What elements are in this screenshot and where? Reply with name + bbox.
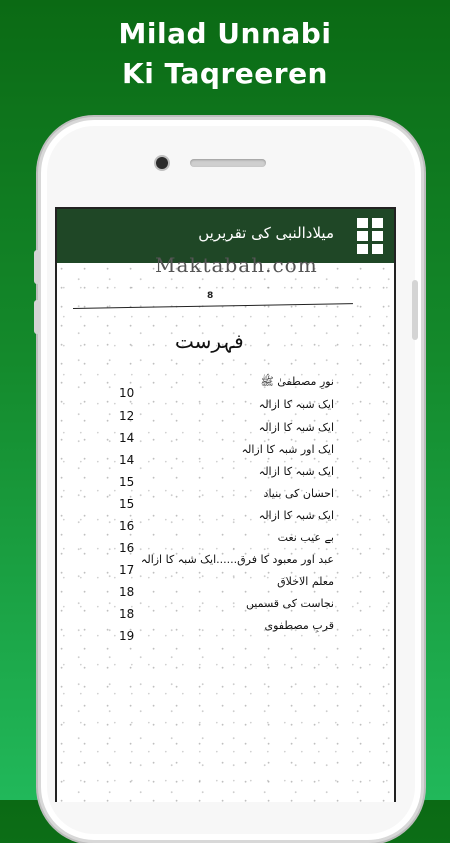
phone-volume-down-button [34, 300, 40, 334]
toc-row [57, 585, 394, 610]
grid-cell [357, 231, 368, 241]
toc-page-number: 14 [119, 453, 135, 467]
phone-camera [156, 157, 168, 169]
toc-title: قربِ مصطفوی [264, 619, 334, 632]
toc-page-number: 15 [119, 497, 135, 511]
promo-title-line-2: Ki Taqreeren [122, 57, 328, 90]
toc-row [57, 541, 394, 566]
toc-title: ایک شبہ کا ازالہ [258, 465, 334, 478]
toc-row [57, 475, 394, 500]
toc-page-number: 16 [119, 541, 135, 555]
toc-title: ایک شبہ کا ازالہ [258, 398, 334, 411]
app-screen [55, 207, 396, 802]
toc-title: معلم الاخلاق [277, 575, 334, 588]
toc-row [57, 629, 394, 651]
toc-page-number: 18 [119, 607, 135, 621]
toc-page-number: 16 [119, 519, 135, 533]
grid-cell [372, 218, 383, 228]
toc-page-number: 15 [119, 475, 135, 489]
toc-title: ایک اور شبہ کا ازالہ [241, 443, 334, 456]
promo-title-line-1: Milad Unnabi [118, 17, 332, 50]
toc-page-number: 12 [119, 409, 135, 423]
toc-row [57, 453, 394, 478]
promo-title [0, 14, 450, 94]
toc-row [57, 563, 394, 588]
toc-page-number: 19 [119, 629, 135, 643]
phone-volume-up-button [34, 250, 40, 284]
grid-cell [357, 244, 368, 254]
grid-cell [372, 244, 383, 254]
grid-cell [372, 231, 383, 241]
toc-page-number: 14 [119, 431, 135, 445]
toc-title: ایک شبہ کا ازالہ [258, 509, 334, 522]
toc-title: ایک شبہ کا ازالہ [258, 421, 334, 434]
toc-row [57, 497, 394, 522]
toc-title: نورِ مصطفیٰ ﷺ [260, 375, 334, 388]
table-of-contents [57, 263, 394, 802]
toc-row [57, 386, 394, 411]
toc-title: بے عیب نعت [277, 531, 334, 544]
toc-page-number: 18 [119, 585, 135, 599]
toc-title: احسان کی بنیاد [263, 487, 334, 500]
toc-page-number: 10 [119, 386, 135, 400]
toc-page-number: 17 [119, 563, 135, 577]
watermark: Maktabah.com [155, 253, 318, 277]
grid-menu-icon[interactable] [357, 218, 385, 254]
grid-cell [357, 218, 368, 228]
phone-side-button [412, 280, 418, 340]
app-title: میلادالنبی کی تقریریں [198, 224, 334, 242]
toc-row [57, 607, 394, 632]
toc-title: عبد اور معبود کا فرق......ایک شبہ کا ازالہ [140, 553, 334, 566]
toc-title: نجاست کی قسمیں [245, 597, 334, 610]
page-number: 8 [207, 291, 214, 301]
toc-row [57, 519, 394, 544]
phone-speaker [190, 159, 266, 167]
document-page[interactable] [57, 253, 394, 802]
toc-row [57, 431, 394, 456]
toc-row [57, 409, 394, 434]
index-heading: فہرست [175, 329, 244, 353]
